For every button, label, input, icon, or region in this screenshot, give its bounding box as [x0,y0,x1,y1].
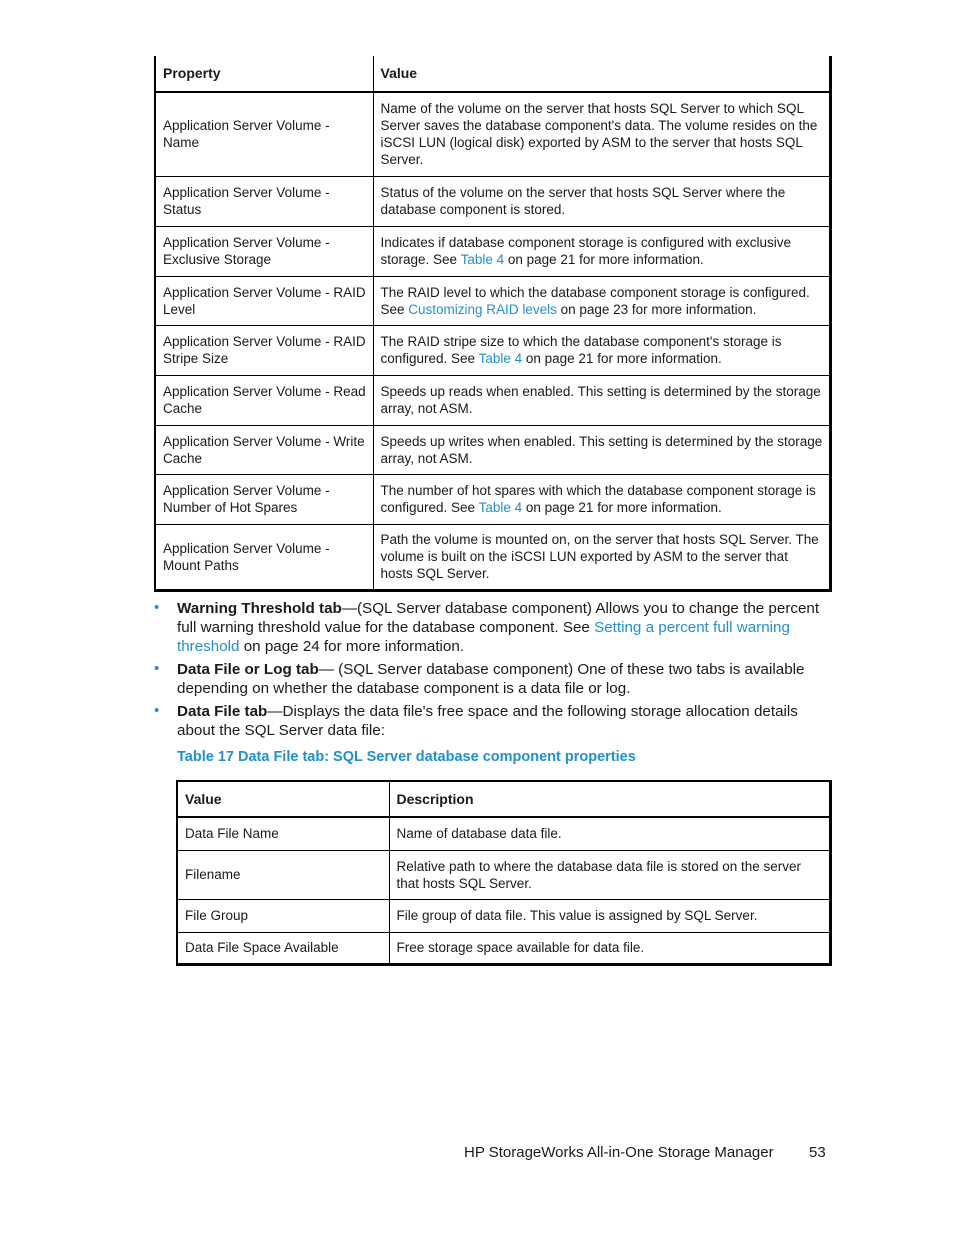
properties-table [154,56,832,592]
value-cell [373,226,830,276]
property-cell: Application Server Volume - Status [155,176,373,226]
bullet-data-file-or-log [177,660,832,698]
property-cell: Application Server Volume - Name [155,92,373,176]
bullet-icon: • [154,660,160,677]
table-row [155,524,830,590]
table-4-link[interactable]: Table 4 [478,351,523,366]
column-header-value: Value [380,65,418,81]
table-row [155,92,830,176]
value-cell: File Group [177,899,389,932]
value-cell: Data File Name [177,817,389,850]
property-cell: Application Server Volume - RAID Stripe Size [155,325,373,375]
table-row [177,899,830,932]
table-row [177,932,830,964]
table-row [155,375,830,425]
page-number: 53 [809,1144,826,1161]
column-header-property: Property [155,56,373,92]
value-cell: Data File Space Available [177,932,389,964]
property-cell: Application Server Volume - Read Cache [155,375,373,425]
property-cell: Application Server Volume - Number of Hot Spares [155,474,373,524]
value-cell: Path the volume is mounted on, on the server that hosts SQL Server. The volume is built on the iSCSI LUN exported by ASM to the server that hosts SQL Server. [373,524,830,590]
value-cell: Speeds up writes when enabled. This setting is determined by the storage array, not ASM. [373,425,830,474]
table-row [155,226,830,276]
value-cell: Status of the volume on the server that hosts SQL Server where the database component is stored. [373,176,830,226]
column-header-description: Description [396,790,474,807]
bullet-warning-threshold [177,599,832,656]
value-cell: Name of the volume on the server that hosts SQL Server to which SQL Server saves the database component's data. The volume resides on the iSCSI LUN (logical disk) exported by ASM to the server that hosts SQL Server. [373,92,830,176]
table-row [177,850,830,899]
table-row [155,276,830,325]
bullet-term: Warning Threshold tab [177,600,342,617]
data-file-table [176,780,832,966]
footer-title: HP StorageWorks All-in-One Storage Manager [464,1144,774,1161]
table-row [155,325,830,375]
value-text: The RAID stripe size to which the database component's storage is configured. See [380,334,782,366]
bullet-text: on page 24 for more information. [239,638,465,655]
table-row [155,176,830,226]
value-text: on page 21 for more information. [522,500,722,515]
bullet-icon: • [154,702,160,719]
column-header-value: Value [177,781,389,817]
description-cell: File group of data file. This value is assigned by SQL Server. [389,899,830,932]
value-cell: Filename [177,850,389,899]
value-text: on page 23 for more information. [556,301,757,317]
description-cell: Relative path to where the database data file is stored on the server that hosts SQL Server. [389,850,830,899]
bullet-text: —Displays the data file's free space and the following storage allocation details about the SQL Server data file: [177,703,798,739]
value-cell: Speeds up reads when enabled. This setting is determined by the storage array, not ASM. [373,375,830,425]
value-cell [373,325,830,375]
value-cell [373,276,830,325]
value-text: The number of hot spares with which the database component storage is configured. See [380,483,816,515]
table-4-link[interactable]: Table 4 [460,252,505,267]
table-row [155,425,830,474]
table-row [177,817,830,850]
value-text: on page 21 for more information. [522,351,722,366]
property-cell: Application Server Volume - Exclusive Storage [155,226,373,276]
bullet-icon: • [154,599,160,616]
value-text: Indicates if database component storage is configured with exclusive storage. See [380,235,791,267]
table-header-row [155,56,830,92]
property-cell: Application Server Volume - Write Cache [155,425,373,474]
value-cell [373,474,830,524]
description-cell: Name of database data file. [389,817,830,850]
warning-threshold-link[interactable]: Setting a percent full warning threshold [177,619,790,655]
table-caption: Table 17 Data File tab: SQL Server database component properties [177,749,636,765]
bullet-term: Data File or Log tab [177,661,319,678]
bullet-text: — (SQL Server database component) One of these two tabs is available depending on whether the database component is a data file or log. [177,661,805,697]
customizing-raid-levels-link[interactable]: Customizing RAID levels [408,301,557,317]
value-text: The RAID level to which the database component storage is configured. See [380,284,810,317]
table-header-row [177,781,830,817]
property-cell: Application Server Volume - RAID Level [155,276,373,325]
bullet-text: —(SQL Server database component) Allows you to change the percent full warning threshold value for the database component. See [177,600,820,636]
value-text: on page 21 for more information. [504,252,704,267]
bullet-data-file [177,702,832,740]
table-4-link[interactable]: Table 4 [478,500,523,515]
bullet-term: Data File tab [177,703,268,720]
description-cell: Free storage space available for data file. [389,932,830,964]
property-cell: Application Server Volume - Mount Paths [155,524,373,590]
table-row [155,474,830,524]
